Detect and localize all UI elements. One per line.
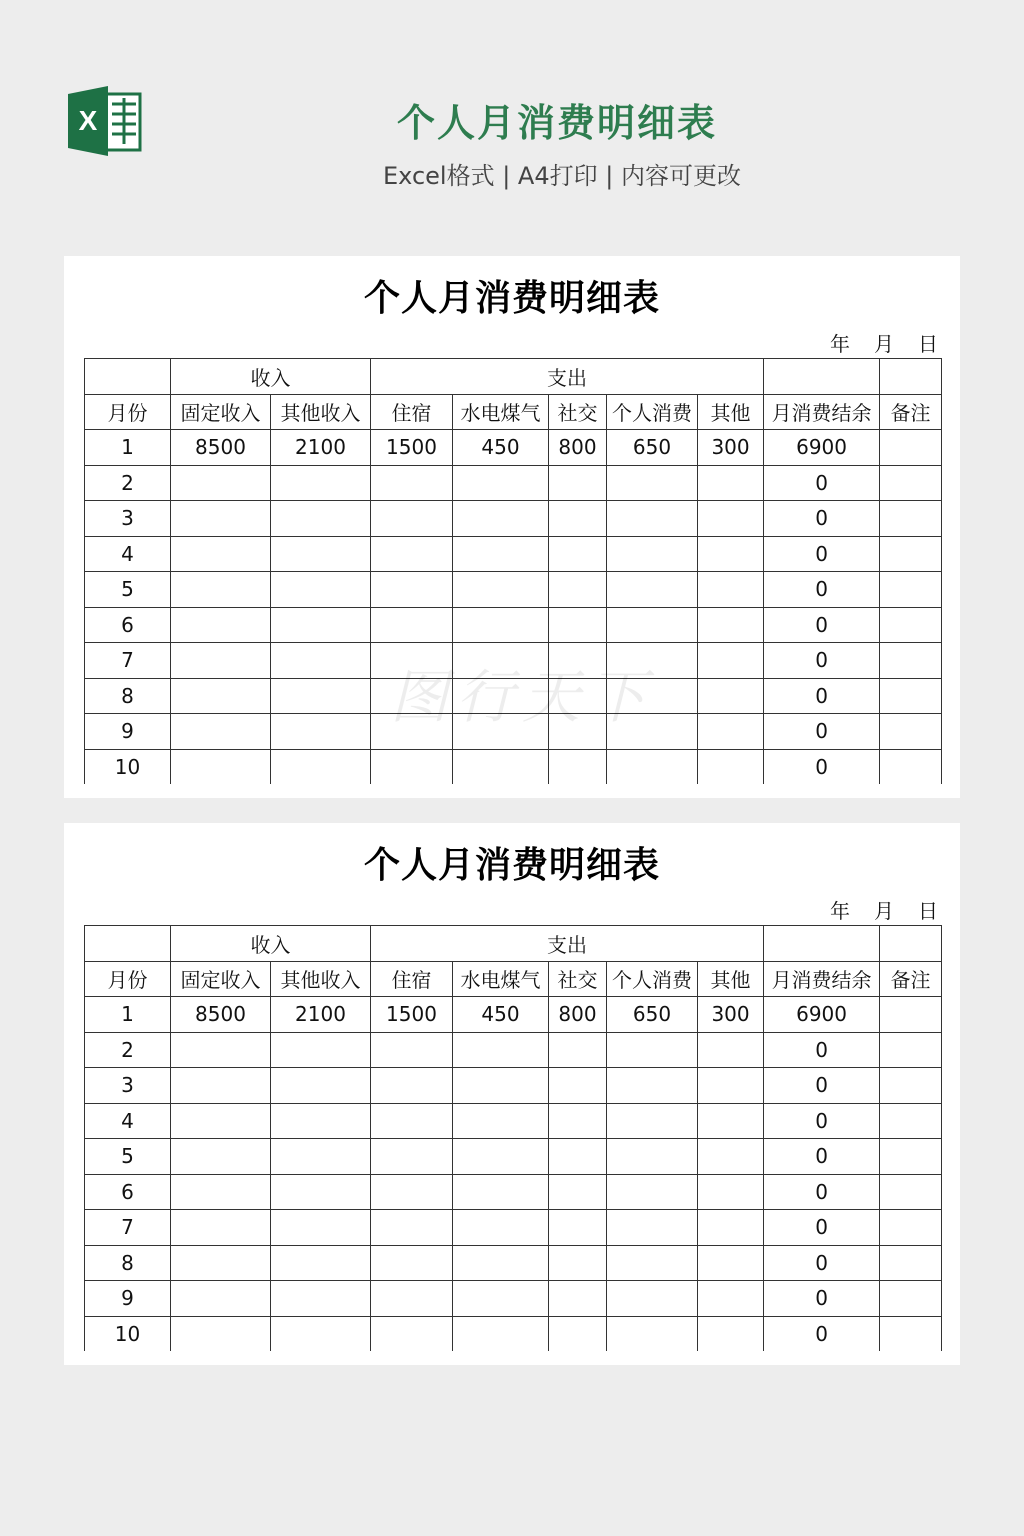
table-cell[interactable] xyxy=(453,749,549,784)
table-row xyxy=(85,572,942,608)
column-header: 住宿 xyxy=(371,394,453,430)
column-header-row xyxy=(85,961,942,997)
table-cell[interactable] xyxy=(880,1316,942,1351)
table-cell[interactable] xyxy=(880,465,942,501)
table-cell[interactable] xyxy=(880,536,942,572)
table-cell[interactable]: 650 xyxy=(607,997,698,1033)
group-header-row xyxy=(85,359,942,395)
table-cell[interactable] xyxy=(371,1103,453,1139)
table-cell[interactable]: 300 xyxy=(698,997,764,1033)
table-cell[interactable]: 5 xyxy=(85,1139,171,1175)
table-cell[interactable] xyxy=(453,1210,549,1246)
table-cell[interactable] xyxy=(880,1139,942,1175)
sheet-preview-1 xyxy=(64,256,960,798)
table-row xyxy=(85,1068,942,1104)
expense-table xyxy=(84,358,942,784)
table-cell[interactable] xyxy=(271,465,371,501)
table-cell[interactable] xyxy=(698,572,764,608)
table-cell[interactable] xyxy=(549,536,607,572)
table-cell[interactable]: 9 xyxy=(85,1281,171,1317)
table-cell[interactable] xyxy=(271,1245,371,1281)
table-cell[interactable]: 450 xyxy=(453,997,549,1033)
table-cell[interactable] xyxy=(271,1103,371,1139)
column-header: 其他 xyxy=(698,961,764,997)
table-cell[interactable] xyxy=(880,1281,942,1317)
table-cell[interactable]: 8500 xyxy=(171,997,271,1033)
table-cell[interactable] xyxy=(880,678,942,714)
table-row xyxy=(85,643,942,679)
table-cell[interactable] xyxy=(171,749,271,784)
table-cell[interactable] xyxy=(171,501,271,537)
table-cell[interactable] xyxy=(453,714,549,750)
header-cell-empty xyxy=(764,359,880,395)
table-cell[interactable] xyxy=(171,1103,271,1139)
table-cell[interactable]: 7 xyxy=(85,643,171,679)
table-cell[interactable]: 10 xyxy=(85,1316,171,1351)
table-cell[interactable] xyxy=(698,1174,764,1210)
header-cell-empty xyxy=(85,359,171,395)
table-row xyxy=(85,749,942,784)
table-cell[interactable] xyxy=(698,1068,764,1104)
table-cell[interactable] xyxy=(171,714,271,750)
column-header: 水电煤气 xyxy=(453,394,549,430)
header-cell-empty xyxy=(880,359,942,395)
table-cell[interactable] xyxy=(549,678,607,714)
table-cell[interactable] xyxy=(607,749,698,784)
column-header: 固定收入 xyxy=(171,961,271,997)
table-cell[interactable] xyxy=(171,643,271,679)
column-header: 月消费结余 xyxy=(764,961,880,997)
table-cell[interactable] xyxy=(607,1174,698,1210)
table-cell[interactable]: 2100 xyxy=(271,997,371,1033)
group-header-expense: 支出 xyxy=(371,359,764,395)
table-cell[interactable]: 0 xyxy=(764,1245,880,1281)
table-cell[interactable] xyxy=(371,465,453,501)
table-cell[interactable] xyxy=(607,501,698,537)
table-cell[interactable]: 10 xyxy=(85,749,171,784)
column-header: 备注 xyxy=(880,961,942,997)
table-row xyxy=(85,1245,942,1281)
table-cell[interactable] xyxy=(549,572,607,608)
table-cell[interactable] xyxy=(607,1281,698,1317)
table-cell[interactable] xyxy=(371,1281,453,1317)
table-cell[interactable] xyxy=(880,430,942,466)
table-cell[interactable] xyxy=(371,1174,453,1210)
table-cell[interactable] xyxy=(453,1281,549,1317)
table-cell[interactable]: 0 xyxy=(764,1139,880,1175)
table-cell[interactable] xyxy=(371,643,453,679)
table-cell[interactable] xyxy=(271,1032,371,1068)
column-header: 住宿 xyxy=(371,961,453,997)
table-cell[interactable] xyxy=(371,1245,453,1281)
table-cell[interactable] xyxy=(607,465,698,501)
date-line xyxy=(806,328,938,357)
table-row xyxy=(85,1316,942,1351)
table-cell[interactable] xyxy=(271,501,371,537)
table-cell[interactable] xyxy=(549,1103,607,1139)
table-cell[interactable] xyxy=(453,1316,549,1351)
table-cell[interactable]: 1 xyxy=(85,997,171,1033)
table-cell[interactable] xyxy=(171,536,271,572)
table-cell[interactable]: 0 xyxy=(764,572,880,608)
table-cell[interactable] xyxy=(453,1245,549,1281)
table-cell[interactable]: 0 xyxy=(764,1103,880,1139)
table-cell[interactable] xyxy=(549,607,607,643)
table-cell[interactable]: 0 xyxy=(764,643,880,679)
table-cell[interactable]: 0 xyxy=(764,1068,880,1104)
table-row xyxy=(85,1210,942,1246)
table-cell[interactable] xyxy=(698,678,764,714)
date-month-label: 月 xyxy=(874,332,894,356)
sheet-title: 个人月消费明细表 xyxy=(363,845,660,886)
table-cell[interactable] xyxy=(880,1103,942,1139)
table-cell[interactable] xyxy=(880,501,942,537)
table-cell[interactable] xyxy=(607,1210,698,1246)
table-cell[interactable]: 3 xyxy=(85,1068,171,1104)
table-cell[interactable] xyxy=(880,1245,942,1281)
table-cell[interactable] xyxy=(549,1032,607,1068)
table-cell[interactable]: 1500 xyxy=(371,430,453,466)
column-header: 社交 xyxy=(549,394,607,430)
header-cell-empty xyxy=(880,926,942,962)
table-cell[interactable] xyxy=(453,1103,549,1139)
column-header: 月份 xyxy=(85,961,171,997)
table-cell[interactable] xyxy=(271,1174,371,1210)
table-cell[interactable]: 7 xyxy=(85,1210,171,1246)
column-header: 其他 xyxy=(698,394,764,430)
table-cell[interactable] xyxy=(880,997,942,1033)
table-row xyxy=(85,501,942,537)
table-cell[interactable]: 0 xyxy=(764,1032,880,1068)
table-cell[interactable] xyxy=(371,749,453,784)
table-cell[interactable] xyxy=(171,1032,271,1068)
table-cell[interactable] xyxy=(271,1210,371,1246)
table-cell[interactable] xyxy=(271,607,371,643)
table-cell[interactable]: 6900 xyxy=(764,997,880,1033)
table-cell[interactable]: 6 xyxy=(85,607,171,643)
table-cell[interactable] xyxy=(453,1174,549,1210)
column-header: 水电煤气 xyxy=(453,961,549,997)
table-cell[interactable]: 5 xyxy=(85,572,171,608)
table-cell[interactable] xyxy=(271,572,371,608)
table-cell[interactable]: 0 xyxy=(764,714,880,750)
table-cell[interactable] xyxy=(880,1032,942,1068)
table-cell[interactable] xyxy=(271,749,371,784)
table-cell[interactable] xyxy=(371,678,453,714)
table-row xyxy=(85,1174,942,1210)
table-cell[interactable] xyxy=(698,1245,764,1281)
table-cell[interactable] xyxy=(171,1139,271,1175)
table-cell[interactable] xyxy=(880,749,942,784)
table-cell[interactable] xyxy=(371,572,453,608)
table-cell[interactable] xyxy=(453,678,549,714)
table-cell[interactable] xyxy=(171,1174,271,1210)
table-cell[interactable] xyxy=(607,1032,698,1068)
table-cell[interactable]: 0 xyxy=(764,501,880,537)
svg-text:X: X xyxy=(78,105,98,136)
table-cell[interactable] xyxy=(880,1068,942,1104)
date-year-label: 年 xyxy=(830,899,850,923)
table-cell[interactable] xyxy=(698,1139,764,1175)
table-cell[interactable] xyxy=(453,465,549,501)
table-cell[interactable] xyxy=(549,501,607,537)
column-header: 个人消费 xyxy=(607,394,698,430)
table-cell[interactable] xyxy=(453,1139,549,1175)
table-cell[interactable]: 300 xyxy=(698,430,764,466)
table-cell[interactable] xyxy=(371,1210,453,1246)
table-cell[interactable] xyxy=(271,643,371,679)
table-cell[interactable]: 0 xyxy=(764,678,880,714)
table-cell[interactable] xyxy=(607,643,698,679)
table-row xyxy=(85,465,942,501)
table-cell[interactable] xyxy=(880,572,942,608)
table-cell[interactable] xyxy=(171,1068,271,1104)
table-cell[interactable] xyxy=(698,536,764,572)
table-cell[interactable] xyxy=(549,1174,607,1210)
table-row xyxy=(85,536,942,572)
date-month-label: 月 xyxy=(874,899,894,923)
column-header: 社交 xyxy=(549,961,607,997)
column-header: 月消费结余 xyxy=(764,394,880,430)
table-cell[interactable]: 2100 xyxy=(271,430,371,466)
table-cell[interactable] xyxy=(453,1032,549,1068)
table-cell[interactable] xyxy=(880,643,942,679)
table-cell[interactable] xyxy=(371,1316,453,1351)
table-row xyxy=(85,1103,942,1139)
table-cell[interactable]: 8500 xyxy=(171,430,271,466)
table-cell[interactable]: 0 xyxy=(764,607,880,643)
table-cell[interactable] xyxy=(371,501,453,537)
page-title: 个人月消费明细表 xyxy=(396,101,717,145)
table-cell[interactable] xyxy=(607,572,698,608)
table-cell[interactable] xyxy=(549,1210,607,1246)
table-cell[interactable] xyxy=(371,1068,453,1104)
group-header-row xyxy=(85,926,942,962)
table-cell[interactable]: 800 xyxy=(549,997,607,1033)
page-header xyxy=(0,0,1024,230)
table-cell[interactable] xyxy=(453,1068,549,1104)
table-cell[interactable]: 0 xyxy=(764,1316,880,1351)
table-cell[interactable]: 0 xyxy=(764,1210,880,1246)
table-cell[interactable]: 4 xyxy=(85,536,171,572)
header-cell-empty xyxy=(764,926,880,962)
column-header: 其他收入 xyxy=(271,394,371,430)
table-cell[interactable]: 3 xyxy=(85,501,171,537)
table-cell[interactable] xyxy=(271,1068,371,1104)
table-cell[interactable] xyxy=(698,714,764,750)
column-header: 备注 xyxy=(880,394,942,430)
table-cell[interactable] xyxy=(271,536,371,572)
table-cell[interactable] xyxy=(880,1174,942,1210)
table-cell[interactable] xyxy=(271,1316,371,1351)
group-header-income: 收入 xyxy=(171,926,371,962)
table-cell[interactable] xyxy=(171,1245,271,1281)
table-cell[interactable] xyxy=(371,536,453,572)
table-cell[interactable]: 6900 xyxy=(764,430,880,466)
sheet-preview-2 xyxy=(64,823,960,1365)
table-cell[interactable] xyxy=(607,1139,698,1175)
table-cell[interactable] xyxy=(271,714,371,750)
date-day-label: 日 xyxy=(918,332,938,356)
table-cell[interactable]: 0 xyxy=(764,1174,880,1210)
table-row xyxy=(85,714,942,750)
sheet-title: 个人月消费明细表 xyxy=(363,278,660,319)
table-cell[interactable] xyxy=(880,607,942,643)
table-cell[interactable]: 650 xyxy=(607,430,698,466)
table-cell[interactable] xyxy=(371,1032,453,1068)
table-cell[interactable] xyxy=(271,678,371,714)
table-cell[interactable] xyxy=(549,1068,607,1104)
table-cell[interactable]: 0 xyxy=(764,536,880,572)
table-cell[interactable] xyxy=(607,1245,698,1281)
table-cell[interactable] xyxy=(271,1139,371,1175)
table-cell[interactable] xyxy=(453,501,549,537)
table-cell[interactable]: 9 xyxy=(85,714,171,750)
table-cell[interactable] xyxy=(171,465,271,501)
table-cell[interactable] xyxy=(171,607,271,643)
table-cell[interactable]: 1 xyxy=(85,430,171,466)
table-row xyxy=(85,997,942,1033)
table-cell[interactable] xyxy=(607,1103,698,1139)
table-cell[interactable] xyxy=(549,465,607,501)
column-header-row xyxy=(85,394,942,430)
table-cell[interactable] xyxy=(453,572,549,608)
table-cell[interactable] xyxy=(698,1210,764,1246)
table-cell[interactable] xyxy=(698,1316,764,1351)
table-cell[interactable] xyxy=(698,643,764,679)
table-cell[interactable] xyxy=(549,1316,607,1351)
table-cell[interactable] xyxy=(698,1281,764,1317)
table-cell[interactable] xyxy=(607,678,698,714)
table-cell[interactable] xyxy=(607,607,698,643)
page-subtitle: Excel格式 | A4打印 | 内容可更改 xyxy=(383,162,741,190)
table-cell[interactable] xyxy=(371,1139,453,1175)
date-line xyxy=(806,895,938,924)
table-cell[interactable]: 6 xyxy=(85,1174,171,1210)
expense-table xyxy=(84,925,942,1351)
group-header-income: 收入 xyxy=(171,359,371,395)
table-row xyxy=(85,607,942,643)
table-cell[interactable]: 0 xyxy=(764,1281,880,1317)
table-cell[interactable] xyxy=(549,1245,607,1281)
table-cell[interactable] xyxy=(371,607,453,643)
table-cell[interactable]: 2 xyxy=(85,465,171,501)
table-cell[interactable] xyxy=(549,714,607,750)
table-cell[interactable] xyxy=(549,643,607,679)
table-row xyxy=(85,678,942,714)
table-cell[interactable] xyxy=(698,749,764,784)
table-cell[interactable] xyxy=(880,1210,942,1246)
table-cell[interactable] xyxy=(171,1281,271,1317)
table-cell[interactable] xyxy=(171,678,271,714)
table-cell[interactable]: 0 xyxy=(764,749,880,784)
column-header: 其他收入 xyxy=(271,961,371,997)
header-cell-empty xyxy=(85,926,171,962)
table-cell[interactable] xyxy=(549,1139,607,1175)
table-cell[interactable]: 450 xyxy=(453,430,549,466)
table-cell[interactable] xyxy=(880,714,942,750)
table-cell[interactable] xyxy=(453,607,549,643)
table-cell[interactable]: 800 xyxy=(549,430,607,466)
table-cell[interactable]: 2 xyxy=(85,1032,171,1068)
table-cell[interactable] xyxy=(453,536,549,572)
date-year-label: 年 xyxy=(830,332,850,356)
table-cell[interactable]: 4 xyxy=(85,1103,171,1139)
column-header: 个人消费 xyxy=(607,961,698,997)
table-cell[interactable]: 8 xyxy=(85,678,171,714)
table-cell[interactable] xyxy=(698,1103,764,1139)
table-row xyxy=(85,1032,942,1068)
table-cell[interactable] xyxy=(698,465,764,501)
date-day-label: 日 xyxy=(918,899,938,923)
table-cell[interactable] xyxy=(453,643,549,679)
table-cell[interactable] xyxy=(607,714,698,750)
column-header: 月份 xyxy=(85,394,171,430)
table-row xyxy=(85,1281,942,1317)
table-cell[interactable] xyxy=(271,1281,371,1317)
table-cell[interactable] xyxy=(607,1316,698,1351)
table-cell[interactable] xyxy=(607,1068,698,1104)
table-cell[interactable]: 1500 xyxy=(371,997,453,1033)
table-cell[interactable] xyxy=(171,1316,271,1351)
table-cell[interactable] xyxy=(171,572,271,608)
table-row xyxy=(85,430,942,466)
table-cell[interactable]: 8 xyxy=(85,1245,171,1281)
group-header-expense: 支出 xyxy=(371,926,764,962)
table-cell[interactable] xyxy=(549,749,607,784)
table-cell[interactable] xyxy=(698,1032,764,1068)
table-cell[interactable] xyxy=(371,714,453,750)
table-cell[interactable] xyxy=(549,1281,607,1317)
column-header: 固定收入 xyxy=(171,394,271,430)
table-cell[interactable] xyxy=(171,1210,271,1246)
table-row xyxy=(85,1139,942,1175)
table-cell[interactable] xyxy=(698,501,764,537)
table-cell[interactable]: 0 xyxy=(764,465,880,501)
table-cell[interactable] xyxy=(698,607,764,643)
table-cell[interactable] xyxy=(607,536,698,572)
